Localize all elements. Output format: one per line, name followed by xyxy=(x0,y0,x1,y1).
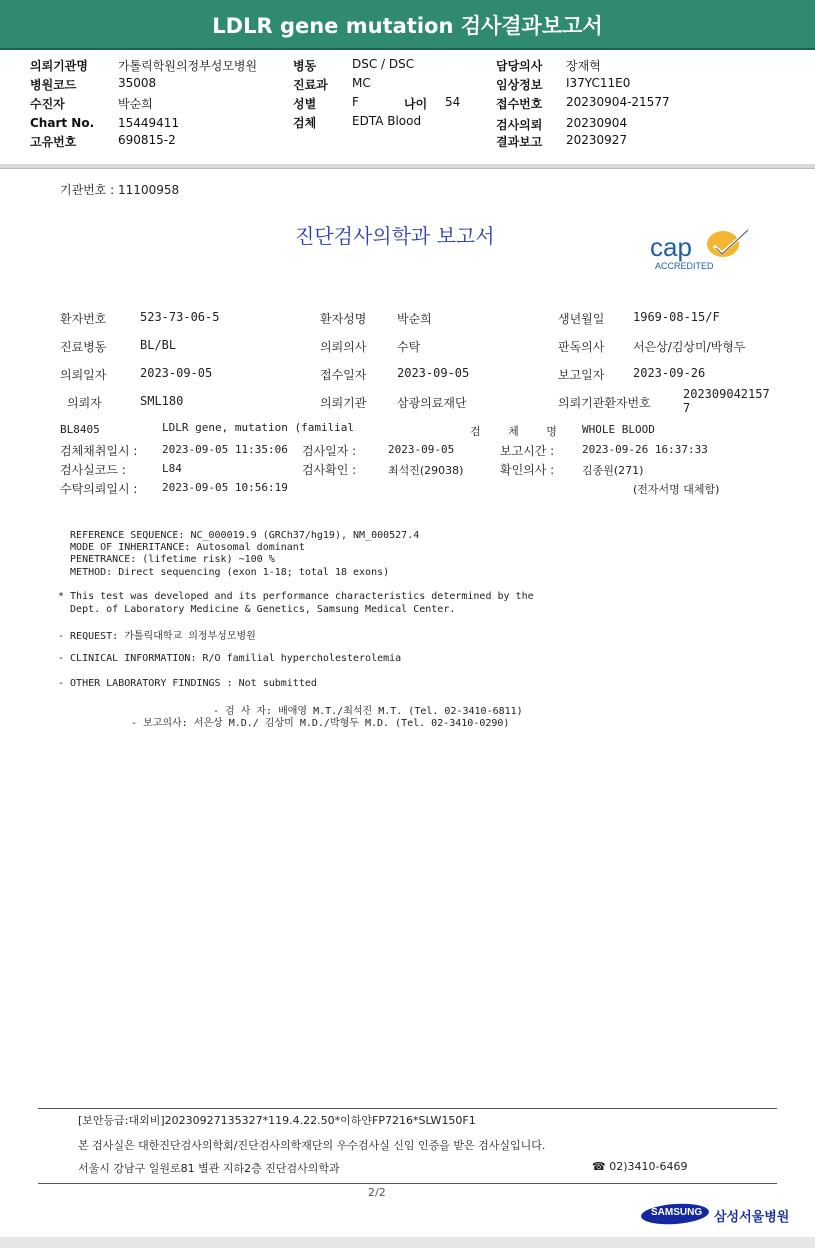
meta-label: 보고시간 : xyxy=(500,444,555,458)
age-label: 나이 xyxy=(404,97,428,111)
meta-value: 2023-09-05 10:56:19 xyxy=(162,481,288,494)
patient-label: 의뢰기관환자번호 xyxy=(558,396,651,410)
address-line: 서울시 강남구 일원로81 별관 지하2층 진단검사의학과 xyxy=(78,1162,340,1175)
patient-value: 1969-08-15/F xyxy=(633,310,720,324)
header-label: 병동 xyxy=(293,59,317,73)
cap-accredited-text: ACCREDITED xyxy=(655,261,714,271)
header-label: 진료과 xyxy=(293,78,328,92)
header-value: 가톨릭학원의정부성모병원 xyxy=(118,59,258,73)
header-value: 20230927 xyxy=(566,133,628,147)
footer-bottom-line xyxy=(38,1183,777,1184)
certification-line: 본 검사실은 대한진단검사의학회/진단검사의학재단의 우수검사실 신임 인증을 받은 검사실입니다. xyxy=(78,1139,546,1152)
header-value: F xyxy=(352,95,359,109)
test-name: LDLR gene, mutation (familial xyxy=(162,421,355,434)
header-value: DSC / DSC xyxy=(352,57,415,71)
age-value: 54 xyxy=(445,95,461,109)
header-value: 박순희 xyxy=(118,97,153,111)
header-label: 임상정보 xyxy=(496,78,543,92)
report-title: LDLR gene mutation 검사결과보고서 xyxy=(212,14,603,38)
patient-value: 삼광의료재단 xyxy=(397,396,467,410)
test-code: BL8405 xyxy=(60,423,100,436)
cap-accredited-logo xyxy=(646,226,756,274)
report-title-bar xyxy=(0,0,815,50)
header-label: 의뢰기관명 xyxy=(30,59,88,73)
request-line: - REQUEST: 가톨릭대학교 의정부성모병원 xyxy=(58,631,256,642)
patient-label: 보고일자 xyxy=(558,368,605,382)
meta-label: 검사일자 : xyxy=(302,444,357,458)
meta-label: 검체채취일시 : xyxy=(60,444,138,458)
patient-value: SML180 xyxy=(140,394,184,408)
patient-value: BL/BL xyxy=(140,338,177,352)
patient-value: 2023-09-05 xyxy=(140,366,213,380)
meta-label: 검사실코드 : xyxy=(60,463,126,477)
meta-label: 검사확인 : xyxy=(302,463,357,477)
patient-value: 202309042157 xyxy=(683,387,770,401)
cap-logo-text: cap xyxy=(650,232,692,262)
meta-label: 수탁의뢰일시 : xyxy=(60,482,138,496)
header-label: 담당의사 xyxy=(496,59,543,73)
header-value: 15449411 xyxy=(118,116,180,130)
note-line: Dept. of Laboratory Medicine & Genetics, Samsung Medical Center. xyxy=(58,604,456,615)
e-signature-note: (전자서명 대체함) xyxy=(633,483,720,496)
patient-label: 의뢰자 xyxy=(67,396,102,410)
method-line: PENETRANCE: (lifetime risk) ~100 % xyxy=(58,554,275,565)
header-label: 성별 xyxy=(293,97,317,111)
method-line: REFERENCE SEQUENCE: NC_000019.9 (GRCh37/hg19), NM_000527.4 xyxy=(58,530,420,541)
header-value: 690815-2 xyxy=(118,133,176,147)
clinical-info-line: - CLINICAL INFORMATION: R/O familial hypercholesterolemia xyxy=(58,653,402,664)
header-value: 20230904 xyxy=(566,116,628,130)
header-label: 병원코드 xyxy=(30,78,77,92)
meta-value: 2023-09-05 xyxy=(388,443,455,456)
patient-label: 환자번호 xyxy=(60,312,107,326)
header-label: 검체 xyxy=(293,116,317,130)
hospital-name: 삼성서울병원 xyxy=(714,1210,790,1225)
patient-label: 환자성명 xyxy=(320,312,367,326)
patient-label: 의뢰기관 xyxy=(320,396,367,410)
report-heading: 진단검사의학과 보고서 xyxy=(295,224,495,248)
phone-number: ☎ 02)3410-6469 xyxy=(592,1160,688,1173)
tester-line: - 검 사 자: 배애영 M.T./최석진 M.T. (Tel. 02-3410-6811) xyxy=(213,706,523,717)
meta-value: 2023-09-05 11:35:06 xyxy=(162,443,288,456)
meta-value: 최석진(29038) xyxy=(388,464,464,477)
header-value: 장재혁 xyxy=(566,59,601,73)
note-line: * This test was developed and its performance characteristics determined by the xyxy=(58,591,534,602)
patient-label: 판독의사 xyxy=(558,340,605,354)
header-label: 결과보고 xyxy=(496,135,543,149)
patient-value-continued: 7 xyxy=(683,401,691,415)
patient-value: 2023-09-05 xyxy=(397,366,470,380)
patient-label: 의뢰의사 xyxy=(320,340,367,354)
specimen-label: 검 체 명 xyxy=(470,425,569,438)
header-label: 검사의뢰 xyxy=(496,118,543,132)
patient-label: 진료병동 xyxy=(60,340,107,354)
patient-label: 의뢰일자 xyxy=(60,368,107,382)
header-label: 고유번호 xyxy=(30,135,77,149)
method-line: MODE OF INHERITANCE: Autosomal dominant xyxy=(58,542,305,553)
patient-value: 523-73-06-5 xyxy=(140,310,220,324)
other-findings-line: - OTHER LABORATORY FINDINGS : Not submitted xyxy=(58,678,317,689)
patient-value: 서은상/김상미/박형두 xyxy=(633,340,746,354)
header-value: EDTA Blood xyxy=(352,114,422,128)
patient-value: 수탁 xyxy=(397,340,421,354)
header-label: 수진자 xyxy=(30,97,65,111)
samsung-logo-text: SAMSUNG xyxy=(651,1207,703,1218)
security-line: [보안등급:대외비]20230927135327*119.4.22.50*이하얀FP7216*SLW150F1 xyxy=(78,1114,476,1127)
reporter-line: - 보고의사: 서은상 M.D./ 김상미 M.D./박형두 M.D. (Tel. 02-3410-0290) xyxy=(131,718,510,729)
page-number: 2/2 xyxy=(368,1186,386,1199)
meta-label: 확인의사 : xyxy=(500,463,555,477)
header-value: 35008 xyxy=(118,76,157,90)
patient-label: 접수일자 xyxy=(320,368,367,382)
method-line: METHOD: Direct sequencing (exon 1-18; total 18 exons) xyxy=(58,567,390,578)
bottom-strip xyxy=(0,1237,815,1248)
header-label: 접수번호 xyxy=(496,97,543,111)
header-value: 20230904-21577 xyxy=(566,95,670,109)
header-value: MC xyxy=(352,76,371,90)
institution-number: 기관번호 : 11100958 xyxy=(60,183,180,197)
header-value: I37YC11E0 xyxy=(566,76,631,90)
samsung-logo xyxy=(641,1203,709,1225)
patient-value: 2023-09-26 xyxy=(633,366,706,380)
meta-value: L84 xyxy=(162,462,182,475)
header-label: Chart No. xyxy=(30,116,95,130)
patient-value: 박순희 xyxy=(397,312,432,326)
footer-top-line xyxy=(38,1108,777,1109)
meta-value: 2023-09-26 16:37:33 xyxy=(582,443,708,456)
header-divider-line xyxy=(0,168,815,169)
meta-value: 김종원(271) xyxy=(582,464,644,477)
specimen-value: WHOLE BLOOD xyxy=(582,423,655,436)
patient-label: 생년월일 xyxy=(558,312,605,326)
